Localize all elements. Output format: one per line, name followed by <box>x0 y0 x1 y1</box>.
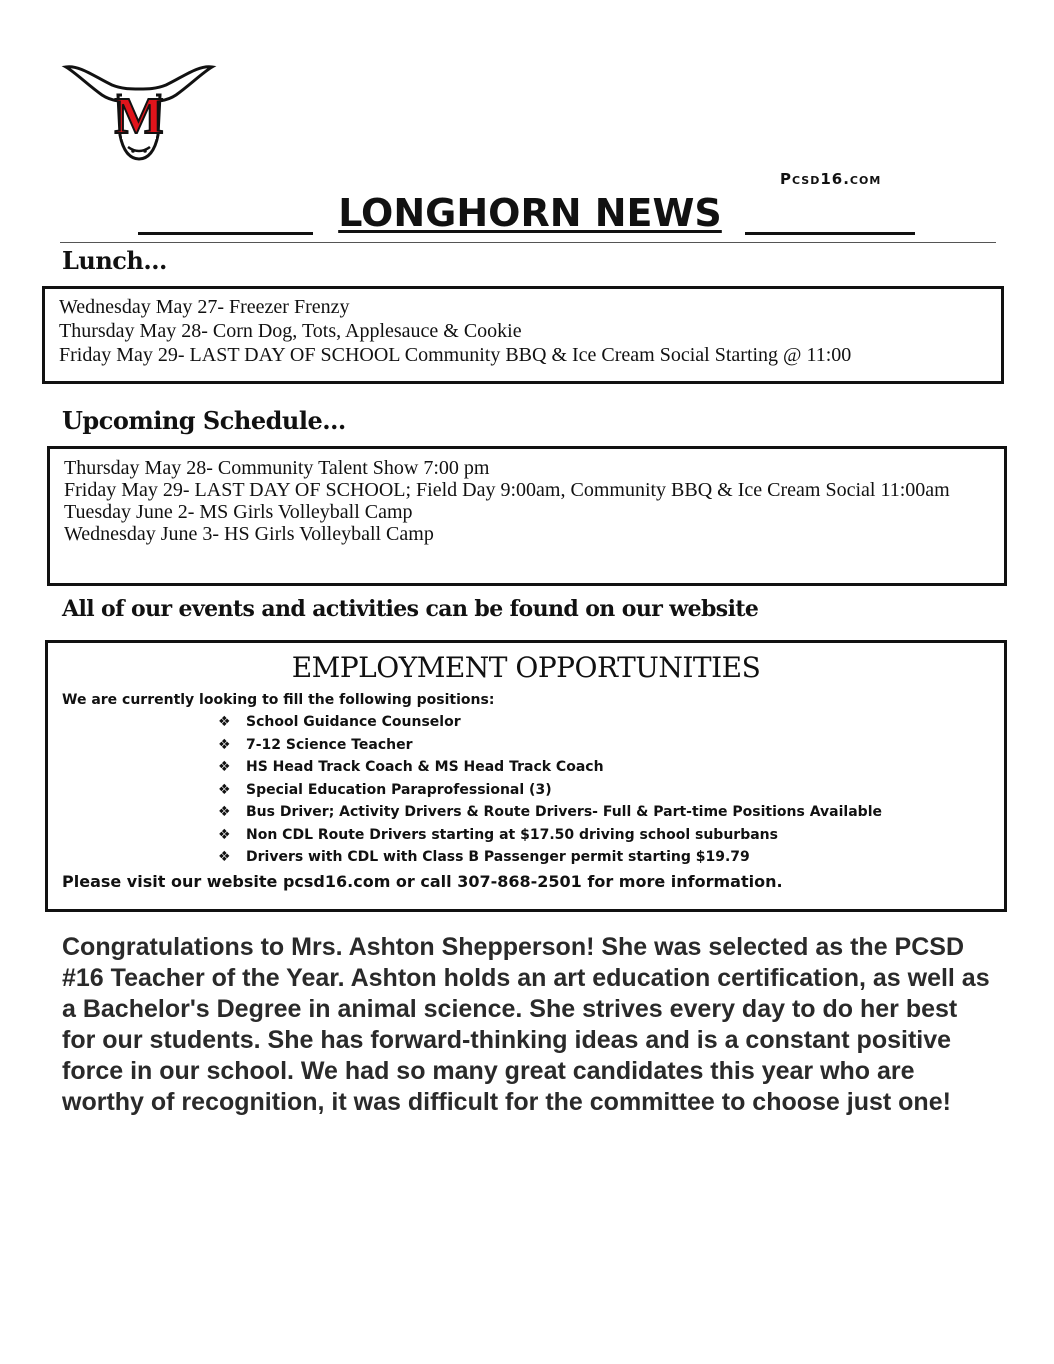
employment-title: EMPLOYMENT OPPORTUNITIES <box>291 651 761 684</box>
lunch-item: Wednesday May 27- Freezer Frenzy <box>59 296 350 318</box>
positions-list <box>62 711 990 869</box>
diamond-bullet-icon: ❖ <box>218 759 231 775</box>
diamond-bullet-icon: ❖ <box>218 849 231 865</box>
diamond-bullet-icon: ❖ <box>218 714 231 730</box>
schedule-heading: Upcoming Schedule… <box>62 406 346 435</box>
schedule-item: Thursday May 28- Community Talent Show 7:00 pm <box>64 457 490 479</box>
contact-line: Please visit our website pcsd16.com or call 307-868-2501 for more information. <box>62 871 783 891</box>
list-item: ❖ School Guidance Counselor <box>218 711 990 734</box>
header-divider <box>60 242 996 243</box>
logo-letter: M <box>114 88 164 145</box>
page-title: LONGHORN NEWS <box>338 191 722 235</box>
diamond-bullet-icon: ❖ <box>218 804 231 820</box>
lunch-heading: Lunch… <box>62 246 167 275</box>
schedule-box <box>47 446 1007 586</box>
schedule-item: Friday May 29- LAST DAY OF SCHOOL; Field Day 9:00am, Community BBQ & Ice Cream Social 11:00am <box>64 479 950 501</box>
employment-box <box>45 640 1007 912</box>
employment-intro: We are currently looking to fill the following positions: <box>62 692 495 708</box>
list-item: ❖ HS Head Track Coach & MS Head Track Coach <box>218 756 990 779</box>
list-item: ❖ Special Education Paraprofessional (3) <box>218 779 990 802</box>
congrats-paragraph: Congratulations to Mrs. Ashton Shepperson! She was selected as the PCSD #16 Teacher of the Year. Ashton holds an art education certification, as well as a Bachelor's Degree in animal science. She strives every day to do her best for our students. She has forward-thinking ideas and is a constant positive force in our school. We had so many great candidates this year who are worthy of recognition, it was difficult for the committee to choose just one! <box>62 933 990 1116</box>
longhorn-logo-icon <box>60 55 218 165</box>
list-item: ❖ 7-12 Science Teacher <box>218 734 990 757</box>
schedule-item: Tuesday June 2- MS Girls Volleyball Camp <box>64 501 413 523</box>
title-underline-right <box>745 232 915 235</box>
lunch-box <box>42 286 1004 384</box>
diamond-bullet-icon: ❖ <box>218 736 231 753</box>
diamond-bullet-icon: ❖ <box>218 781 231 798</box>
diamond-bullet-icon: ❖ <box>218 826 231 843</box>
lunch-item: Thursday May 28- Corn Dog, Tots, Applesauce & Cookie <box>59 320 522 342</box>
lunch-item: Friday May 29- LAST DAY OF SCHOOL Community BBQ & Ice Cream Social Starting @ 11:00 <box>59 344 852 366</box>
website-tag: Pcsd16.com <box>780 170 882 188</box>
list-item: ❖ Non CDL Route Drivers starting at $17.50 driving school suburbans <box>218 824 990 847</box>
schedule-item: Wednesday June 3- HS Girls Volleyball Camp <box>64 523 434 545</box>
list-item: ❖ Drivers with CDL with Class B Passenger permit starting $19.79 <box>218 846 990 869</box>
title-underline-left <box>138 232 313 235</box>
events-note: All of our events and activities can be found on our website <box>62 596 759 622</box>
list-item: ❖ Bus Driver; Activity Drivers & Route Drivers- Full & Part-time Positions Available <box>218 801 990 824</box>
